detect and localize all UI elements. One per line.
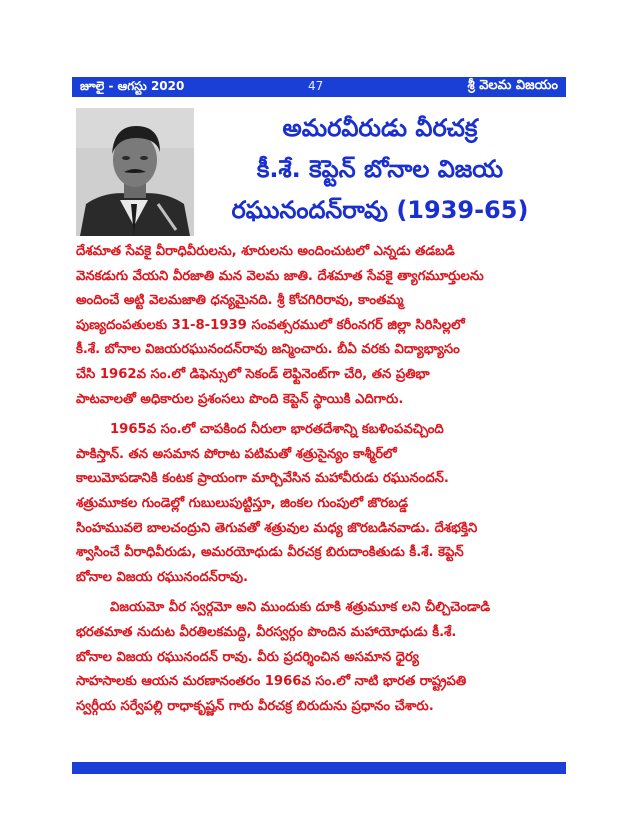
issue-date: జూలై - ఆగస్టు 2020 <box>80 79 185 93</box>
page-header-bar <box>72 77 566 97</box>
body-line: పాటవాలతో అధికారుల ప్రశంసలు పొంది కెప్టెన్ స్థాయికి ఎదిగారు. <box>76 391 404 407</box>
title-line-2: కీ.శే. కెప్టెన్ బోనాల విజయ <box>256 155 504 183</box>
body-line: విజయమో వీర స్వర్గమో అని ముందుకు దూకి శత్రుమూక లని చీల్చిచెండాడి <box>110 600 491 616</box>
page-footer-bar <box>72 762 566 774</box>
body-line: పాకిస్తాన్. తన అసమాన పోరాట పటిమతో శత్రుసైన్యం కాశ్మీర్‌లో <box>76 446 397 462</box>
body-line: కీ.శే. బోనాల విజయరఘునందన్‌రావు జన్మించారు. బీఏ వరకు విద్యాభ్యాసం <box>76 342 460 358</box>
body-line: చేసి 1962వ సం.లో డిఫెన్సులో సెకండ్ లెఫ్టినెంట్‌గా చేరి, తన ప్రతిభా <box>76 366 430 382</box>
body-line: బోనాల విజయ రఘునందన్ రావు. వీరు ప్రదర్శించిన అసమాన ధైర్య <box>76 649 419 665</box>
body-line: స్వర్గీయ సర్వేపల్లి రాధాకృష్ణన్ గారు వీరచక్ర బిరుదును ప్రధానం చేశారు. <box>76 698 434 714</box>
magazine-name: శ్రీ వెలమ విజయం <box>467 78 558 93</box>
body-line: దేశమాత సేవకై వీరాధివీరులను, శూరులను అందించుటలో ఎన్నడు తడబడి <box>76 244 455 259</box>
body-line: 1965వ సం.లో చాపకింద నీరులా భారతదేశాన్ని కబళింపవచ్చింది <box>110 422 444 438</box>
body-line: సాహసాలకు ఆయన మరణానంతరం 1966వ సం.లో నాటి భారత రాష్ట్రపతి <box>76 674 467 690</box>
article-title <box>200 108 560 231</box>
body-line: పుణ్యదంపతులకు 31-8-1939 సంవత్సరములో కరీంనగర్ జిల్లా సిరిసిల్లలో <box>76 317 465 333</box>
body-line: వెనకడుగు వేయని వీరజాతి మన వెలమ జాతి. దేశమాత సేవకై త్యాగమూర్తులను <box>76 268 484 284</box>
body-line: బోనాల విజయ రఘునందన్‌రావు. <box>76 569 249 585</box>
article-body <box>76 240 564 719</box>
title-line-3: రఘునందన్‌రావు (1939-65) <box>231 196 529 224</box>
body-line: కాలుమోపడానికి కంటక ప్రాయంగా మార్చివేసిన మహావీరుడు రఘునందన్. <box>76 471 449 487</box>
page-number: 47 <box>308 79 324 93</box>
title-line-1: అమరవీరుడు వీరచక్ర <box>282 114 478 142</box>
body-line: సింహమువలె బాలచంద్రుని తెగువతో శత్రువుల మధ్య జొరబడినవాడు. దేశభక్తిని <box>76 520 478 536</box>
body-line: అందించే అట్టి వెలమజాతి ధన్యమైనది. శ్రీ కోచగిరిరావు, కాంతమ్మ <box>76 293 404 309</box>
body-line: భరతమాత నుదుట వీరతిలకమద్ది, వీరస్వర్గం పొందిన మహాయోధుడు కీ.శే. <box>76 624 457 640</box>
body-line: శ్వాసించే వీరాధివీరుడు, అమరయోధుడు వీరచక్ర బిరుదాంకితుడు కీ.శే. కెప్టెన్ <box>76 545 464 561</box>
portrait-photo <box>76 108 194 236</box>
body-line: శత్రుమూకల గుండెల్లో గుబులుపుట్టిస్తూ, జింకల గుంపులో జొరబడ్డ <box>76 495 409 511</box>
